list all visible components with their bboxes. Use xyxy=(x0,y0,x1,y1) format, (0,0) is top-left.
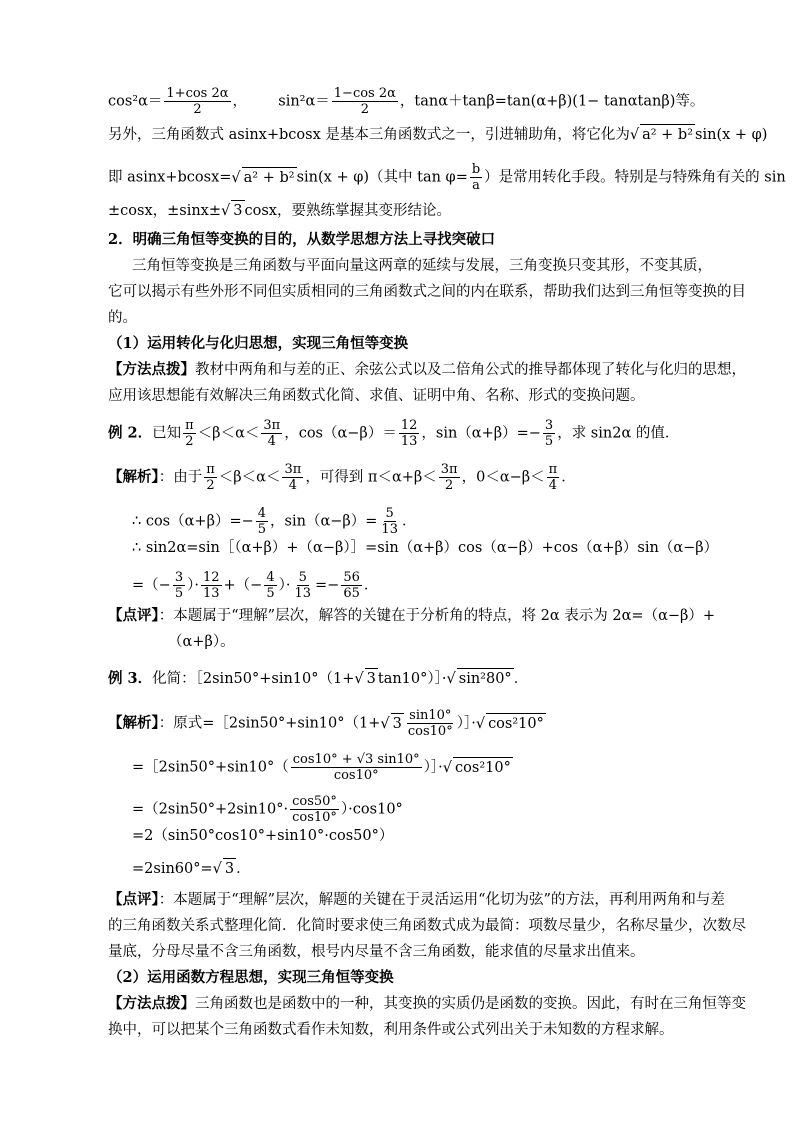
radicand: sin²80° xyxy=(457,668,514,689)
radicand: cos²10° xyxy=(486,713,546,734)
text: ． xyxy=(401,513,417,530)
text: ． xyxy=(561,469,576,486)
text: ）· xyxy=(278,577,291,594)
text: ：原式=［2sin50°+sin10°（1+ xyxy=(158,715,381,732)
numerator: 5 xyxy=(385,506,394,521)
text: ． xyxy=(236,861,251,877)
text: ）·cos10° xyxy=(340,801,403,818)
denominator: cos10° xyxy=(333,768,379,783)
sqrt-icon: √ xyxy=(212,861,222,877)
radicand: 3 xyxy=(365,668,378,689)
denominator: 2 xyxy=(445,478,454,493)
sqrt-icon: √ xyxy=(446,671,456,687)
radicand: 3 xyxy=(391,713,404,734)
fraction xyxy=(282,462,303,493)
denominator: 2 xyxy=(206,478,215,493)
denominator: 13 xyxy=(381,522,398,537)
denominator: 4 xyxy=(267,434,276,449)
sqrt-icon: √ xyxy=(354,671,364,687)
label: 【点评】 xyxy=(108,607,159,624)
radicand: 3 xyxy=(223,858,236,879)
label: 【方法点拨】 xyxy=(108,995,195,1012)
solution-line: ∴ sin2α=sin［（α+β）+（α−β）］=sin（α+β）cos（α−β）+cos（α+β）sin（α−β） xyxy=(132,540,719,556)
solution-line xyxy=(132,858,251,879)
solution-line xyxy=(132,752,513,783)
sqrt-icon: √ xyxy=(629,127,640,143)
fraction xyxy=(164,86,230,117)
label: 例 3． xyxy=(108,670,153,687)
numerator: 1−cos 2α xyxy=(333,86,396,101)
numerator: b xyxy=(471,162,481,177)
text: 化简：［2sin50°+sin10°（1+ xyxy=(152,671,355,687)
text: 已知 xyxy=(152,425,182,442)
denominator: 13 xyxy=(400,434,418,449)
denominator: 4 xyxy=(288,478,298,493)
text: sin(x + φ)（其中 tan φ= xyxy=(296,169,468,186)
text: ）是常用转化手段。特别是与特殊角有关的 sin xyxy=(484,169,786,186)
fraction xyxy=(290,794,339,825)
fraction xyxy=(547,462,560,493)
denominator: 4 xyxy=(548,478,558,493)
numerator: 5 xyxy=(298,570,307,585)
numerator: 56 xyxy=(343,570,360,585)
denominator: cos10° xyxy=(407,724,453,739)
paragraph-line: 三角恒等变换是三角函数与平面向量这两章的延续与发展，三角变换只变其形，不变其质， xyxy=(132,258,712,274)
denominator: 13 xyxy=(202,586,220,601)
sqrt-icon: √ xyxy=(380,715,390,732)
fraction xyxy=(264,570,276,601)
label: 【解析】 xyxy=(108,468,159,486)
fraction xyxy=(470,162,482,193)
text: ． xyxy=(513,671,529,687)
example-line xyxy=(108,418,679,449)
text: =2sin60°= xyxy=(132,861,213,877)
numerator: π xyxy=(206,462,215,477)
text: ，tanα＋tanβ=tan(α+β)(1− tanαtanβ)等。 xyxy=(399,93,705,110)
denominator: 5 xyxy=(257,522,267,537)
formula-line-1 xyxy=(108,86,704,117)
numerator: 4 xyxy=(266,570,275,585)
text: ：本题属于“理解”层次，解题的关键在于灵活运用“化切为弦”的方法，再利用两角和与差 xyxy=(158,892,725,908)
paragraph-line: 的。 xyxy=(108,310,137,326)
numerator: sin10° xyxy=(409,708,452,723)
text: ，0＜α−β＜ xyxy=(461,469,545,486)
section-heading: 2．明确三角恒等变换的目的，从数学思想方法上寻找突破口 xyxy=(108,231,496,248)
numerator: π xyxy=(185,418,194,433)
fraction xyxy=(379,506,400,537)
denominator: 5 xyxy=(544,434,554,449)
label: 【方法点拨】 xyxy=(108,361,195,378)
text: ∴ cos（α+β）=− xyxy=(132,513,254,530)
numerator: 3 xyxy=(174,570,184,585)
text: sin(x + φ) xyxy=(695,127,768,143)
text: ，cos（α−β）＝ xyxy=(284,425,397,442)
comment-line: 的三角函数关系式整理化简．化简时要求使三角函数式成为最简：项数尽量少，名称尽量少，次数尽 xyxy=(108,918,746,934)
comment-line: （α+β）。 xyxy=(168,634,235,650)
paragraph-line xyxy=(108,200,451,221)
paragraph-line: 它可以揭示有些外形不同但实质相同的三角函数式之间的内在联系，帮助我们达到三角恒等变换的目 xyxy=(108,284,746,300)
sqrt-icon: √ xyxy=(475,715,486,732)
denominator: 2 xyxy=(193,102,202,117)
paragraph-line: 应用该思想能有效解决三角函数式化简、求值、证明中角、名称、形式的变换问题。 xyxy=(108,388,645,404)
example-line xyxy=(108,668,528,689)
radicand: a² + b² xyxy=(242,167,297,188)
text: ． xyxy=(363,577,379,594)
text: +（− xyxy=(223,577,263,594)
sqrt-icon: √ xyxy=(221,203,231,219)
radicand: 3 xyxy=(231,200,244,221)
numerator: 12 xyxy=(202,570,220,585)
text: 教材中两角和与差的正、余弦公式以及二倍角公式的推导都体现了转化与化归的思想， xyxy=(195,362,746,378)
fraction xyxy=(332,86,398,117)
text: =［2sin50°+sin10°（ xyxy=(132,759,289,776)
text: ±cosx，±sinx± xyxy=(108,203,222,219)
text: 即 asinx+bcosx= xyxy=(108,169,232,186)
label: 例 2． xyxy=(108,424,153,442)
fraction xyxy=(183,418,196,449)
numerator: 12 xyxy=(400,418,418,433)
text: sin²α＝ xyxy=(278,93,330,110)
text: 另外，三角函数式 asinx+bcosx 是基本三角函数式之一，引进辅助角，将它化为 xyxy=(108,127,630,143)
paragraph-line xyxy=(108,124,767,145)
paragraph-line xyxy=(108,360,746,380)
text: tan10°）］· xyxy=(377,671,447,687)
numerator: 3π xyxy=(440,462,458,477)
comment-line: 量底，分母尽量不含三角函数，根号内尽量不含三角函数，能求值的尽量求出值来。 xyxy=(108,944,645,960)
paragraph-line xyxy=(108,162,786,193)
numerator: 3π xyxy=(263,418,281,433)
fraction xyxy=(439,462,460,493)
label: 【解析】 xyxy=(108,714,159,732)
text: =（− xyxy=(132,577,171,594)
numerator: 3π xyxy=(284,462,302,477)
comment-line xyxy=(108,606,715,626)
solution-line xyxy=(132,506,416,537)
fraction xyxy=(291,752,422,783)
denominator: cos10° xyxy=(292,810,337,825)
denominator: 5 xyxy=(174,586,184,601)
denominator: 5 xyxy=(266,586,275,601)
text: ，sin（α−β）= xyxy=(270,513,378,530)
numerator: π xyxy=(548,462,558,477)
numerator: cos10° + √3 sin10° xyxy=(292,752,420,767)
denominator: 65 xyxy=(343,586,360,601)
fraction xyxy=(399,418,420,449)
radicand: cos²10° xyxy=(453,757,513,778)
paragraph-line xyxy=(108,994,746,1014)
text: ，求 sin2α 的值． xyxy=(557,425,680,442)
fraction xyxy=(256,506,268,537)
paragraph-line: 换中，可以把某个三角函数式看作未知数，利用条件或公式列出关于未知数的方程求解。 xyxy=(108,1022,674,1038)
text: cosx，要熟练掌握其变形结论。 xyxy=(244,203,451,219)
text: cos²α＝ xyxy=(108,93,163,110)
fraction xyxy=(406,708,455,739)
text: ，sin（α+β）=− xyxy=(421,425,541,442)
fraction xyxy=(292,570,313,601)
text: =− xyxy=(315,577,340,594)
fraction xyxy=(173,570,185,601)
comment-line xyxy=(108,890,725,910)
fraction xyxy=(204,462,217,493)
numerator: 1+cos 2α xyxy=(166,86,229,101)
text: ）· xyxy=(187,577,199,594)
label: 【点评】 xyxy=(108,891,159,908)
text: =（2sin50°+2sin10°· xyxy=(132,801,289,818)
solution-line xyxy=(108,708,546,739)
subsection-heading: （2）运用函数方程思想，实现三角恒等变换 xyxy=(108,969,394,986)
radicand: a² + b² xyxy=(640,124,695,145)
solution-line xyxy=(132,570,378,601)
text: ）］· xyxy=(456,715,476,732)
solution-line xyxy=(108,462,576,493)
numerator: 4 xyxy=(257,506,267,521)
fraction xyxy=(201,570,222,601)
sqrt-icon: √ xyxy=(442,759,453,776)
solution-line xyxy=(132,794,403,825)
denominator: 2 xyxy=(360,102,369,117)
text: ＜β＜α＜ xyxy=(218,469,281,486)
denominator: 13 xyxy=(294,586,311,601)
solution-line: =2（sin50°cos10°+sin10°·cos50°） xyxy=(132,828,394,844)
numerator: cos50° xyxy=(292,794,337,809)
denominator: 2 xyxy=(185,434,194,449)
text: 三角函数也是函数中的一种，其变换的实质仍是函数的变换。因此，有时在三角恒等变 xyxy=(195,996,746,1012)
text: ， xyxy=(232,93,248,110)
text: ＜β＜α＜ xyxy=(197,425,260,442)
text: ）］· xyxy=(423,759,443,776)
denominator: a xyxy=(472,178,480,193)
fraction xyxy=(261,418,282,449)
sqrt-icon: √ xyxy=(231,169,241,186)
numerator: 3 xyxy=(544,418,554,433)
fraction xyxy=(543,418,555,449)
subsection-heading: （1）运用转化与化归思想，实现三角恒等变换 xyxy=(108,335,409,352)
text: ：本题属于“理解”层次，解答的关键在于分析角的特点，将 2α 表示为 2α=（α−β）+ xyxy=(158,608,716,624)
text: ：由于 xyxy=(158,469,203,486)
text: ，可得到 π＜α+β＜ xyxy=(305,469,437,486)
fraction xyxy=(341,570,362,601)
